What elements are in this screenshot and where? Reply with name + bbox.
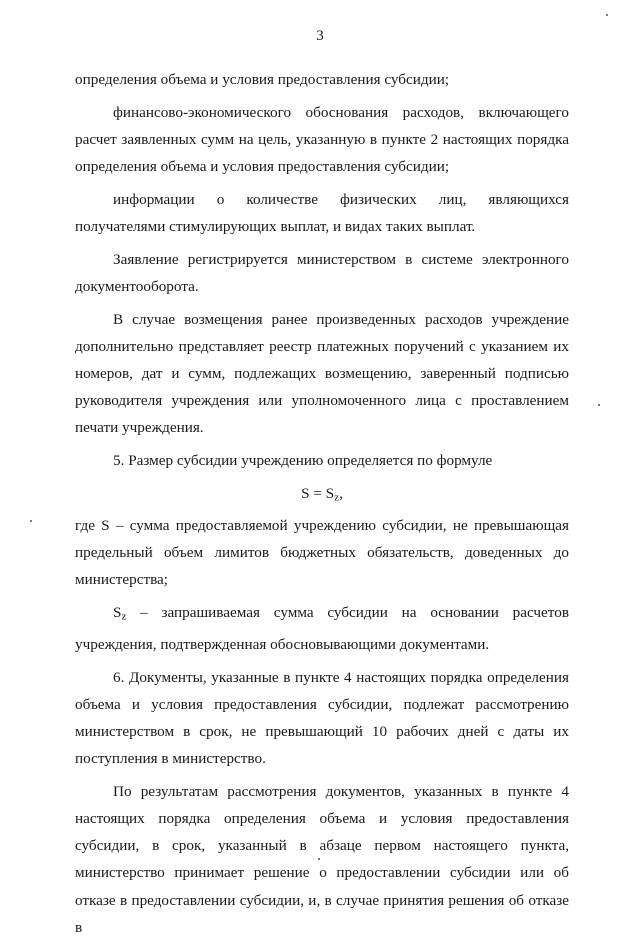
paragraph-item-6: 6. Документы, указанные в пункте 4 настоящих порядка определения объема и условия предоставления субсидии, подлежат рассмотрению министерством в срок, не превышающий 10 рабочих дней с даты их поступления в министерство. [75,668,569,768]
paragraph-individuals-info: информации о количестве физических лиц, являющихся получателями стимулирующих выплат, и видах таких выплат. [75,190,569,236]
subsidy-formula [75,480,569,512]
scan-speck [318,858,320,860]
formula-main: S = S [301,484,335,502]
scan-speck [30,520,32,522]
paragraph-review-results: По результатам рассмотрения документов, указанных в пункте 4 настоящих порядка определения объема и условия предоставления субсидии, в срок, указанный в абзаце первом настоящего пункта, министерство принимает решение о предоставлении субсидии или об отказе в предоставлении субсидии, и, в случае принятия решения об отказе в [75,782,569,936]
sz-definition-text: – запрашиваемая сумма субсидии на основании расчетов учреждения, подтвержденная обосновывающими документами. [75,603,569,653]
paragraph-reimbursement: В случае возмещения ранее произведенных расходов учреждение дополнительно представляет реестр платежных поручений с указанием их номеров, дат и сумм, подлежащих возмещению, заверенный подписью руководителя учреждения или уполномоченного лица с проставлением печати учреждения. [75,310,569,437]
paragraph-sz-definition [75,599,569,658]
scan-speck [598,404,600,406]
scan-speck [606,14,608,16]
sz-symbol: S [113,603,122,621]
document-body [75,66,569,947]
paragraph-registration: Заявление регистрируется министерством в системе электронного документооборота. [75,250,569,295]
paragraph-s-definition: где S – сумма предоставляемой учреждению субсидии, не превышающая предельный объем лимитов бюджетных обязательств, доведенных до министерства; [75,516,569,589]
formula-subscript: z [334,491,340,504]
paragraph-financial-justification: финансово-экономического обоснования расходов, включающего расчет заявленных сумм на цель, указанную в пункте 2 настоящих порядка определения объема и условия предоставления субсидии; [75,103,569,176]
page-number: 3 [316,28,324,44]
paragraph-continuation: определения объема и условия предоставления субсидии; [75,71,450,88]
formula-tail: , [339,484,343,502]
paragraph-item-5: 5. Размер субсидии учреждению определяется по формуле [113,452,493,470]
sz-subscript: z [121,610,127,623]
